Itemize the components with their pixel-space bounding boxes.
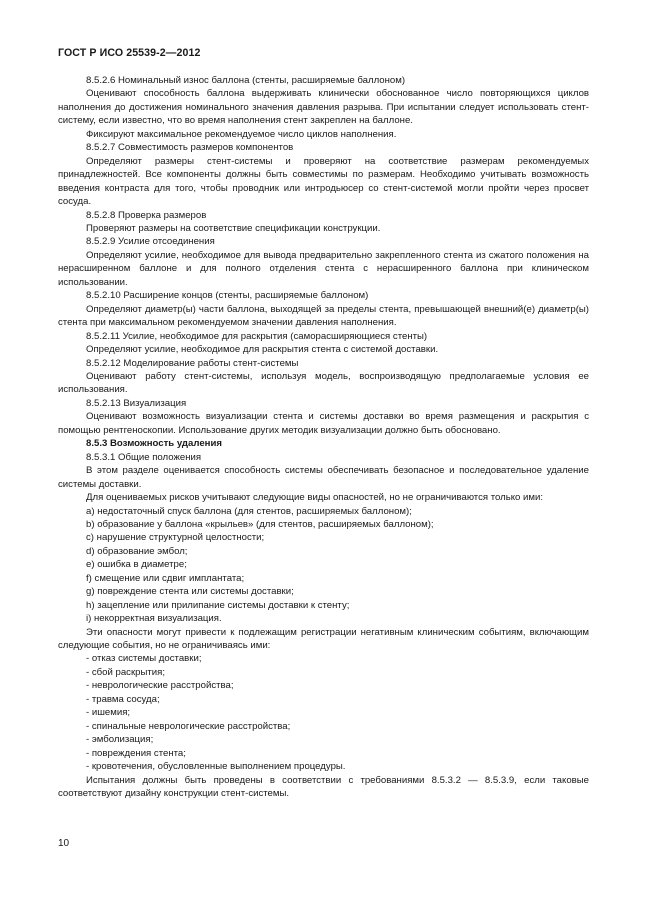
paragraph: Испытания должны быть проведены в соответствии с требованиями 8.5.3.2 — 8.5.3.9, если таковые соответствуют дизайну конструкции стент-системы. (58, 774, 589, 800)
list-item: - повреждения стента; (86, 747, 186, 759)
list-item: c) нарушение структурной целостности; (86, 532, 265, 544)
section-heading: 8.5.2.9 Усилие отсоединения (86, 236, 215, 248)
paragraph: Определяют усилие, необходимое для раскрытия стента с системой доставки. (86, 344, 439, 356)
paragraph: Оценивают работу стент-системы, используя модель, воспроизводящую предполагаемые условия ее использования. (58, 370, 589, 396)
paragraph: Фиксируют максимальное рекомендуемое число циклов наполнения. (86, 128, 397, 140)
paragraph: В этом разделе оценивается способность системы обеспечивать безопасное и последовательное удаление системы доставки. (58, 465, 589, 490)
list-item: - сбой раскрытия; (86, 666, 166, 678)
list-item: b) образование у баллона «крыльев» (для стентов, расширяемых баллоном); (86, 518, 434, 530)
list-item: a) недостаточный спуск баллона (для стентов, расширяемых баллоном); (86, 505, 412, 517)
section-heading: 8.5.2.8 Проверка размеров (86, 209, 207, 221)
list-item: d) образование эмбол; (86, 545, 188, 557)
section-heading: 8.5.3.1 Общие положения (86, 451, 202, 463)
document-header: ГОСТ Р ИСО 25539-2—2012 (58, 47, 201, 59)
section-heading: 8.5.2.7 Совместимость размеров компонентов (86, 142, 294, 154)
list-item: - эмболизация; (86, 734, 154, 746)
list-item: g) повреждение стента или системы доставки; (86, 586, 294, 598)
document-body (58, 74, 589, 800)
list-item: - ишемия; (86, 707, 131, 719)
list-item: - кровотечения, обусловленные выполнением процедуры. (86, 761, 346, 773)
list-item: f) смещение или сдвиг имплантата; (86, 572, 245, 584)
section-heading: 8.5.2.10 Расширение концов (стенты, расширяемые баллоном) (86, 290, 369, 302)
paragraph: Оценивают способность баллона выдерживать клинически обоснованное число повторяющихся циклов наполнения до достижения номинального значения давления разрыва. При испытании следует использовать стент-систему, если известно, что во время наполнения стент закреплен на баллоне. (58, 88, 589, 127)
page-number: 10 (58, 838, 70, 849)
paragraph: Эти опасности могут привести к подлежащим регистрации негативным клиническим событиям, включающим следующие события, но не ограничиваясь ими: (58, 626, 589, 652)
paragraph: Определяют диаметр(ы) части баллона, выходящей за пределы стента, превышающей внешний(е) диаметр(ы) стента при максимальном рекомендуемом значении давления наполнения. (58, 303, 589, 329)
list-item: - травма сосуда; (86, 693, 160, 705)
list-item: e) ошибка в диаметре; (86, 559, 187, 571)
paragraph: Проверяют размеры на соответствие спецификации конструкции. (86, 222, 381, 234)
list-item: - спинальные неврологические расстройства; (86, 720, 291, 732)
paragraph: Определяют размеры стент-системы и проверяют на соответствие размерам рекомендуемых принадлежностей. Все компоненты должны быть совместимы по размерам. Необходимо учитывать возможность введения контраста для того, чтобы проводник или интродьюсер со стент-системой могли пройти через просвет сосуда. (58, 155, 589, 208)
list-item: - отказ системы доставки; (86, 653, 202, 665)
paragraph: Оценивают возможность визуализации стента и системы доставки во время размещения и раскрытия с помощью рентгеноскопии. Использование других методик визуализации должно быть обосновано. (58, 411, 589, 436)
paragraph: Определяют усилие, необходимое для вывода предварительно закрепленного стента из сжатого положения на нерасширенном баллоне и для полного отделения стента с нерасширенного баллона при клиническом использовании. (58, 249, 589, 288)
section-heading: 8.5.2.11 Усилие, необходимое для раскрытия (саморасширяющиеся стенты) (86, 330, 428, 342)
section-heading-bold: 8.5.3 Возможность удаления (86, 438, 222, 450)
list-item: h) зацепление или прилипание системы доставки к стенту; (86, 599, 350, 611)
section-heading: 8.5.2.12 Моделирование работы стент-системы (86, 357, 299, 369)
list-item: - неврологические расстройства; (86, 680, 234, 692)
paragraph: Для оцениваемых рисков учитывают следующие виды опасностей, но не ограничиваются только ими: (86, 492, 544, 504)
list-item: i) некорректная визуализация. (86, 613, 222, 625)
section-heading: 8.5.2.6 Номинальный износ баллона (стенты, расширяемые баллоном) (86, 75, 406, 86)
section-heading: 8.5.2.13 Визуализация (86, 397, 187, 409)
